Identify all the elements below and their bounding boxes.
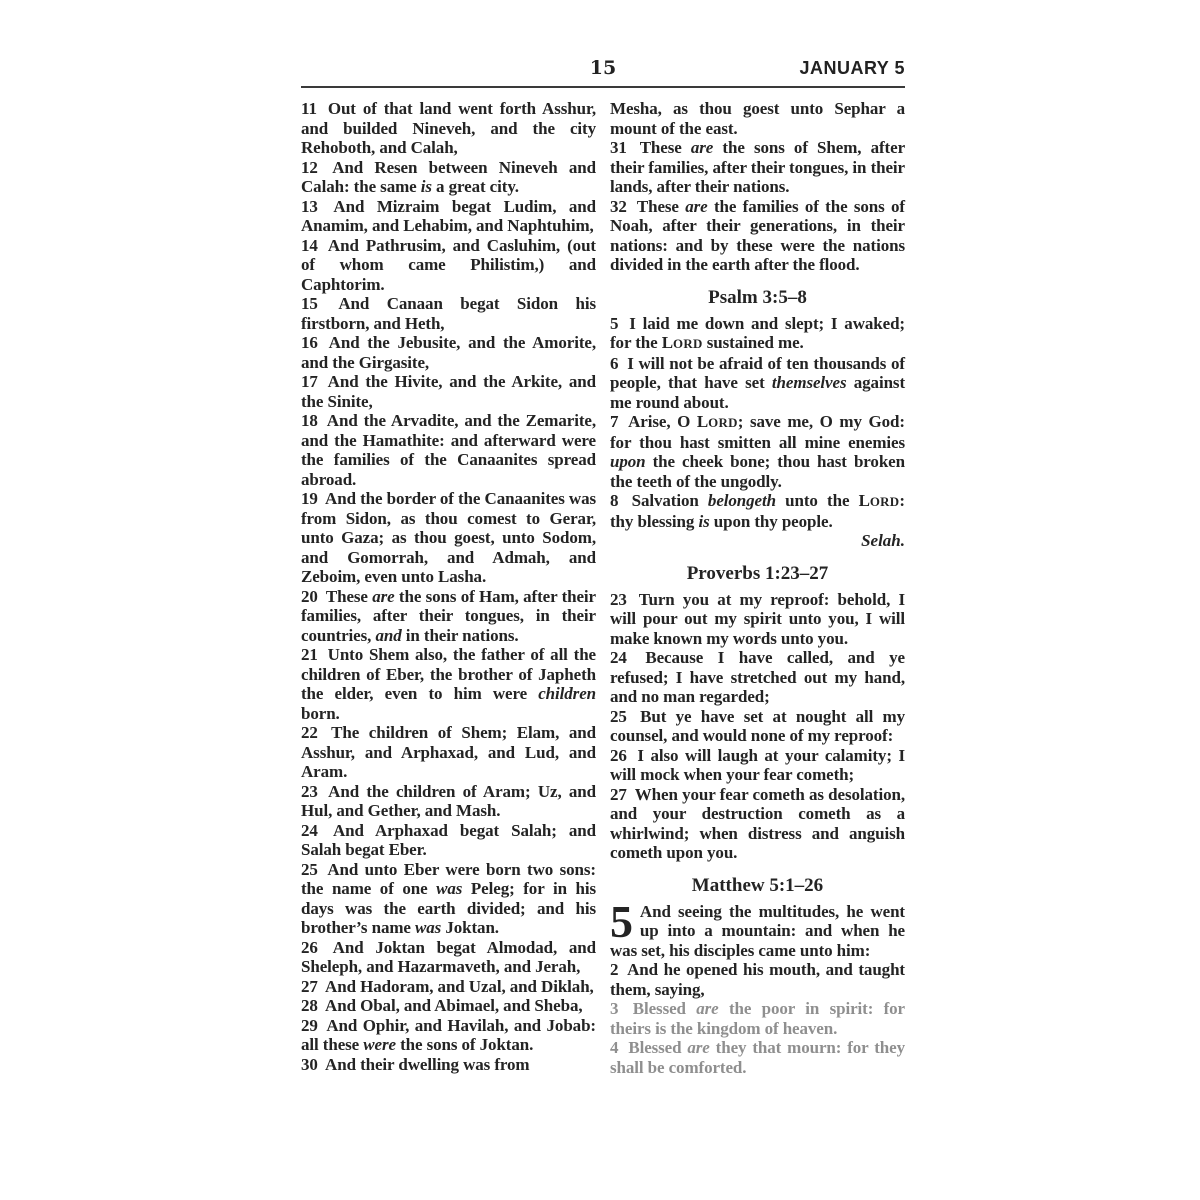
italic-word: are	[696, 999, 719, 1018]
verse-continuation: Mesha, as thou goest unto Sephar a mount of the east.	[610, 99, 905, 138]
verse: 23 And the children of Aram; Uz, and Hul, and Gether, and Mash.	[301, 781, 596, 820]
verse: 11 Out of that land went forth Asshur, and builded Nineveh, and the city Rehoboth, and Calah,	[301, 99, 596, 157]
verse-number: 27	[301, 976, 318, 996]
verse: 25 And unto Eber were born two sons: the name of one was Peleg; for in his days was the earth divided; and his brother’s name was Joktan.	[301, 859, 597, 937]
passage-heading: Proverbs 1:23–27	[686, 562, 829, 584]
verse: 32 These are the families of the sons of Noah, after their generations, in their nations: and by these were the nations divided in the earth after the flood.	[610, 196, 905, 274]
verse-number: 26	[610, 745, 627, 765]
verse-number: 26	[301, 937, 318, 957]
verse-number: 19	[301, 489, 318, 508]
verse: 4 Blessed are they that mourn: for they shall be comforted.	[610, 1038, 905, 1077]
verse: 5 I laid me down and slept; I awaked; for the LORD sustained me.	[610, 313, 905, 352]
italic-word: are	[685, 196, 708, 216]
verse: 19 And the border of the Canaanites was from Sidon, as thou comest to Gerar, unto Gaza; as thou goest, unto Sodom, and Gomorrah, and Admah, and Zeboim, even unto Lasha.	[301, 489, 596, 586]
verse-number: 14	[301, 235, 318, 255]
italic-word: are	[372, 586, 395, 606]
italic-word: is	[698, 511, 710, 531]
italic-word: are	[687, 1038, 710, 1057]
verse: 26 And Joktan begat Almodad, and Sheleph, and Hazarmaveth, and Jerah,	[301, 937, 596, 976]
chapter-start-paragraph: 5 And seeing the multitudes, he went up into a mountain: and when he was set, his disciples came unto him:	[610, 895, 905, 960]
verse-number: 15	[301, 294, 318, 313]
verse-number: 13	[301, 196, 318, 216]
text-columns	[301, 99, 905, 1077]
italic-word: are	[690, 138, 714, 157]
small-caps-word: ORD	[673, 336, 703, 351]
verse-number: 18	[301, 411, 318, 430]
verse-number: 29	[301, 1015, 318, 1035]
verse-number: 31	[610, 138, 627, 157]
passage-heading: Matthew 5:1–26	[691, 874, 824, 896]
italic-word: was	[436, 879, 463, 898]
small-caps-word: ORD	[708, 415, 738, 430]
italic-word: children	[538, 684, 596, 703]
verse: 17 And the Hivite, and the Arkite, and the Sinite,	[301, 372, 596, 411]
passage-heading: Psalm 3:5–8	[708, 286, 807, 308]
italic-word: and	[375, 625, 402, 645]
italic-word: upon	[610, 452, 646, 471]
verse: 25 But ye have set at nought all my counsel, and would none of my reproof:	[610, 706, 905, 745]
verse: 20 These are the sons of Ham, after their families, after their tongues, in their countries, and in their nations.	[301, 586, 597, 645]
page-content	[301, 57, 905, 1077]
verse: 24 Because I have called, and ye refused; I have stretched out my hand, and no man regarded;	[610, 648, 905, 706]
verse: 27 When your fear cometh as desolation, and your destruction cometh as a whirlwind; when distress and anguish cometh upon you.	[610, 784, 906, 862]
verse-number: 24	[610, 648, 627, 667]
chapter-number-dropcap: 5	[610, 895, 633, 947]
italic-word: were	[363, 1035, 396, 1054]
verse: 27 And Hadoram, and Uzal, and Diklah,	[301, 976, 594, 996]
running-head	[301, 57, 905, 88]
verse: 2 And he opened his mouth, and taught them, saying,	[610, 960, 905, 999]
italic-word: themselves	[771, 373, 847, 392]
verse-number: 24	[301, 820, 318, 840]
verse-number: 25	[301, 859, 318, 879]
verse: 23 Turn you at my reproof: behold, I will pour out my spirit unto you, I will make known my words unto you.	[610, 589, 905, 648]
verse: 12 And Resen between Nineveh and Calah: the same is a great city.	[301, 157, 596, 196]
verse: 22 The children of Shem; Elam, and Asshur, and Arphaxad, and Lud, and Aram.	[301, 723, 596, 781]
verse: 7 Arise, O LORD; save me, O my God: for thou hast smitten all mine enemies upon the cheek bone; thou hast broken the teeth of the ungodly.	[610, 412, 905, 491]
italic-word: belongeth	[707, 491, 776, 510]
verse-number: 32	[610, 196, 627, 216]
verse: 15 And Canaan begat Sidon his firstborn, and Heth,	[301, 294, 596, 333]
verse: 13 And Mizraim begat Ludim, and Anamim, and Lehabim, and Naphtuhim,	[301, 196, 596, 235]
verse-number: 5	[610, 313, 619, 333]
verse-number: 27	[610, 784, 627, 804]
verse: 8 Salvation belongeth unto the LORD: thy blessing is upon thy people.	[610, 491, 905, 531]
verse: 6 I will not be afraid of ten thousands of people, that have set themselves against me round about.	[610, 353, 906, 412]
italic-word: is	[420, 177, 432, 196]
verse-number: 23	[301, 781, 318, 801]
column-right	[610, 99, 905, 1077]
italic-word: Selah.	[861, 531, 905, 550]
verse-number: 30	[301, 1054, 318, 1074]
verse-number: 7	[610, 412, 619, 431]
page-number: 15	[589, 57, 617, 79]
verse-number: 2	[610, 960, 619, 979]
verse: 18 And the Arvadite, and the Zemarite, and the Hamathite: and afterward were the families of the Canaanites spread abroad.	[301, 411, 596, 489]
selah-line	[610, 531, 905, 551]
verse-number: 6	[610, 353, 619, 373]
verse-number: 3	[610, 999, 619, 1018]
verse-number: 25	[610, 706, 627, 726]
verse: 16 And the Jebusite, and the Amorite, and the Girgasite,	[301, 333, 596, 372]
verse-number: 16	[301, 333, 318, 352]
verse: 29 And Ophir, and Havilah, and Jobab: all these were the sons of Joktan.	[301, 1015, 596, 1054]
reading-date-label: JANUARY 5	[799, 58, 905, 78]
verse-number: 21	[301, 645, 318, 664]
verse: 24 And Arphaxad begat Salah; and Salah begat Eber.	[301, 820, 596, 859]
verse-number: 23	[610, 589, 627, 609]
italic-word: was	[415, 918, 442, 937]
verse: 21 Unto Shem also, the father of all the children of Eber, the brother of Japheth the elder, even to him were children born.	[301, 645, 596, 723]
verse: 31 These are the sons of Shem, after their families, after their tongues, in their lands, after their nations.	[610, 138, 906, 196]
small-caps-word: ORD	[869, 494, 900, 509]
verse: 28 And Obal, and Abimael, and Sheba,	[301, 996, 583, 1015]
verse-number: 20	[301, 586, 318, 606]
verse-number: 28	[301, 996, 318, 1015]
verse-number: 22	[301, 723, 318, 742]
verse: 14 And Pathrusim, and Casluhim, (out of whom came Philistim,) and Caphtorim.	[301, 235, 596, 294]
verse-number: 8	[610, 491, 619, 510]
verse-number: 4	[610, 1038, 619, 1057]
verse: 26 I also will laugh at your calamity; I will mock when your fear cometh;	[610, 745, 905, 784]
verse-number: 11	[301, 99, 317, 118]
verse: 3 Blessed are the poor in spirit: for theirs is the kingdom of heaven.	[610, 999, 905, 1038]
verse-number: 12	[301, 157, 318, 177]
column-left	[301, 99, 596, 1077]
verse-number: 17	[301, 372, 318, 391]
verse: 30 And their dwelling was from	[301, 1054, 530, 1074]
